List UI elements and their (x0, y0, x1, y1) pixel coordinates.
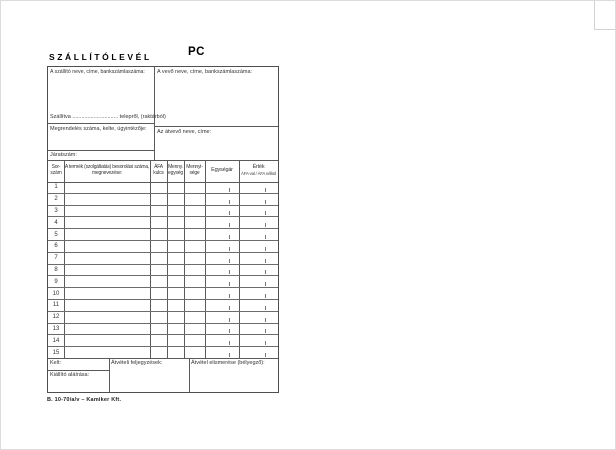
table-row (48, 216, 278, 228)
decimal-separator-tick (229, 259, 230, 263)
header-unit (167, 160, 184, 182)
table-row (48, 240, 278, 252)
receipt-notes-label: Átvételi feljegyzések: (111, 360, 163, 366)
decimal-separator-tick (265, 318, 266, 322)
row-number: 14 (52, 337, 60, 344)
table-row (48, 311, 278, 323)
row-number: 4 (54, 219, 58, 226)
table-row (48, 252, 278, 264)
header-row-number-line1: Sor- (51, 164, 61, 171)
header-unit-line2: egység (168, 170, 183, 176)
row-number: 11 (52, 302, 60, 309)
row-number: 3 (54, 207, 58, 214)
scan-artifact-horizontal (594, 29, 616, 30)
decimal-separator-tick (265, 329, 266, 333)
header-unit-price-label: Egységár (211, 167, 233, 174)
table-row (48, 334, 278, 346)
row-number: 9 (54, 278, 58, 285)
table-row (48, 228, 278, 240)
decimal-separator-tick (265, 235, 266, 239)
supplier-box-bottom-line (48, 123, 154, 124)
table-row (48, 264, 278, 276)
receipt-ack-label: Átvétel elismerése (bélyegző): (191, 360, 265, 366)
row-number: 6 (54, 243, 58, 250)
buyer-label: A vevő neve, címe, bankszámlaszáma: (157, 69, 253, 75)
order-label: Megrendelés száma, kelte, ügyintézője: (50, 126, 147, 132)
decimal-separator-tick (229, 318, 230, 322)
date-label: Kelt: (50, 360, 62, 366)
row-number: 2 (54, 196, 58, 203)
header-vat-line1: ÁFA (154, 164, 163, 171)
decimal-separator-tick (229, 329, 230, 333)
decimal-separator-tick (265, 270, 266, 274)
decimal-separator-tick (265, 247, 266, 251)
decimal-separator-tick (229, 282, 230, 286)
buyer-box-bottom-line (154, 126, 278, 127)
table-row (48, 205, 278, 217)
decimal-separator-tick (229, 341, 230, 345)
row-number: 1 (54, 184, 58, 191)
header-quantity (184, 160, 205, 182)
decimal-separator-tick (229, 270, 230, 274)
decimal-separator-tick (265, 282, 266, 286)
header-row-number-line2: szám (50, 170, 62, 176)
row-number: 10 (52, 290, 60, 297)
delivery-note-form (47, 66, 279, 393)
header-product-line2: megnevezése: (91, 170, 123, 176)
decimal-separator-tick (265, 306, 266, 310)
header-row-number (48, 160, 64, 182)
table-row (48, 287, 278, 299)
header-vat-line2: kulcs (153, 170, 164, 176)
decimal-separator-tick (229, 188, 230, 192)
kelt-bottom-line (48, 370, 109, 371)
table-row (48, 275, 278, 287)
decimal-separator-tick (265, 294, 266, 298)
receiver-label: Az átvevő neve, címe: (157, 129, 212, 135)
header-quantity-line2: sége (189, 170, 200, 176)
issuer-signature-label: Kiállító aláírása: (50, 372, 90, 378)
scan-artifact-vertical (594, 1, 595, 30)
row-number: 12 (52, 314, 60, 321)
decimal-separator-tick (265, 188, 266, 192)
supplier-label: A szállító neve, címe, bankszámlaszáma: (50, 69, 145, 75)
header-vat (150, 160, 167, 182)
form-number-footer: B. 10-70/a/v – Kamiker Kft. (47, 397, 122, 403)
header-value-line1: Érték (252, 164, 265, 171)
decimal-separator-tick (229, 235, 230, 239)
row-number: 7 (54, 255, 58, 262)
header-unit-line1: Menny. (168, 164, 183, 171)
decimal-separator-tick (229, 247, 230, 251)
header-product (64, 160, 150, 182)
header-quantity-line1: Mennyi- (186, 164, 203, 171)
row-number: 15 (52, 349, 60, 356)
header-unit-price (205, 160, 239, 182)
row-number: 8 (54, 266, 58, 273)
bottom-divider-1 (109, 358, 110, 392)
decimal-separator-tick (265, 211, 266, 215)
order-box-bottom-line (48, 150, 154, 151)
table-row (48, 299, 278, 311)
decimal-separator-tick (265, 353, 266, 357)
row-number: 5 (54, 231, 58, 238)
decimal-separator-tick (229, 306, 230, 310)
decimal-separator-tick (229, 211, 230, 215)
form-title: SZÁLLÍTÓLEVÉL (49, 52, 152, 62)
shipped-from-line: Szállítva .............................. telepről, (raktárból) (50, 114, 166, 120)
header-value (239, 160, 278, 182)
bottom-divider-2 (189, 358, 190, 392)
table-row (48, 323, 278, 335)
table-bottom-line (48, 358, 278, 359)
table-row (48, 346, 278, 358)
decimal-separator-tick (229, 223, 230, 227)
form-copy-code: PC (188, 46, 205, 58)
header-product-line1: A termék (szolgáltatás) besorolási száma, (64, 164, 150, 171)
route-label: Járatszám: (50, 152, 77, 158)
table-body (48, 182, 278, 358)
table-row (48, 182, 278, 193)
decimal-separator-tick (229, 294, 230, 298)
row-number: 13 (52, 325, 60, 332)
decimal-separator-tick (265, 200, 266, 204)
decimal-separator-tick (229, 353, 230, 357)
decimal-separator-tick (265, 259, 266, 263)
table-row (48, 193, 278, 205)
decimal-separator-tick (265, 341, 266, 345)
decimal-separator-tick (229, 200, 230, 204)
decimal-separator-tick (265, 223, 266, 227)
header-value-line2: ÁFA-val / ÁFA nélkül (241, 171, 276, 176)
